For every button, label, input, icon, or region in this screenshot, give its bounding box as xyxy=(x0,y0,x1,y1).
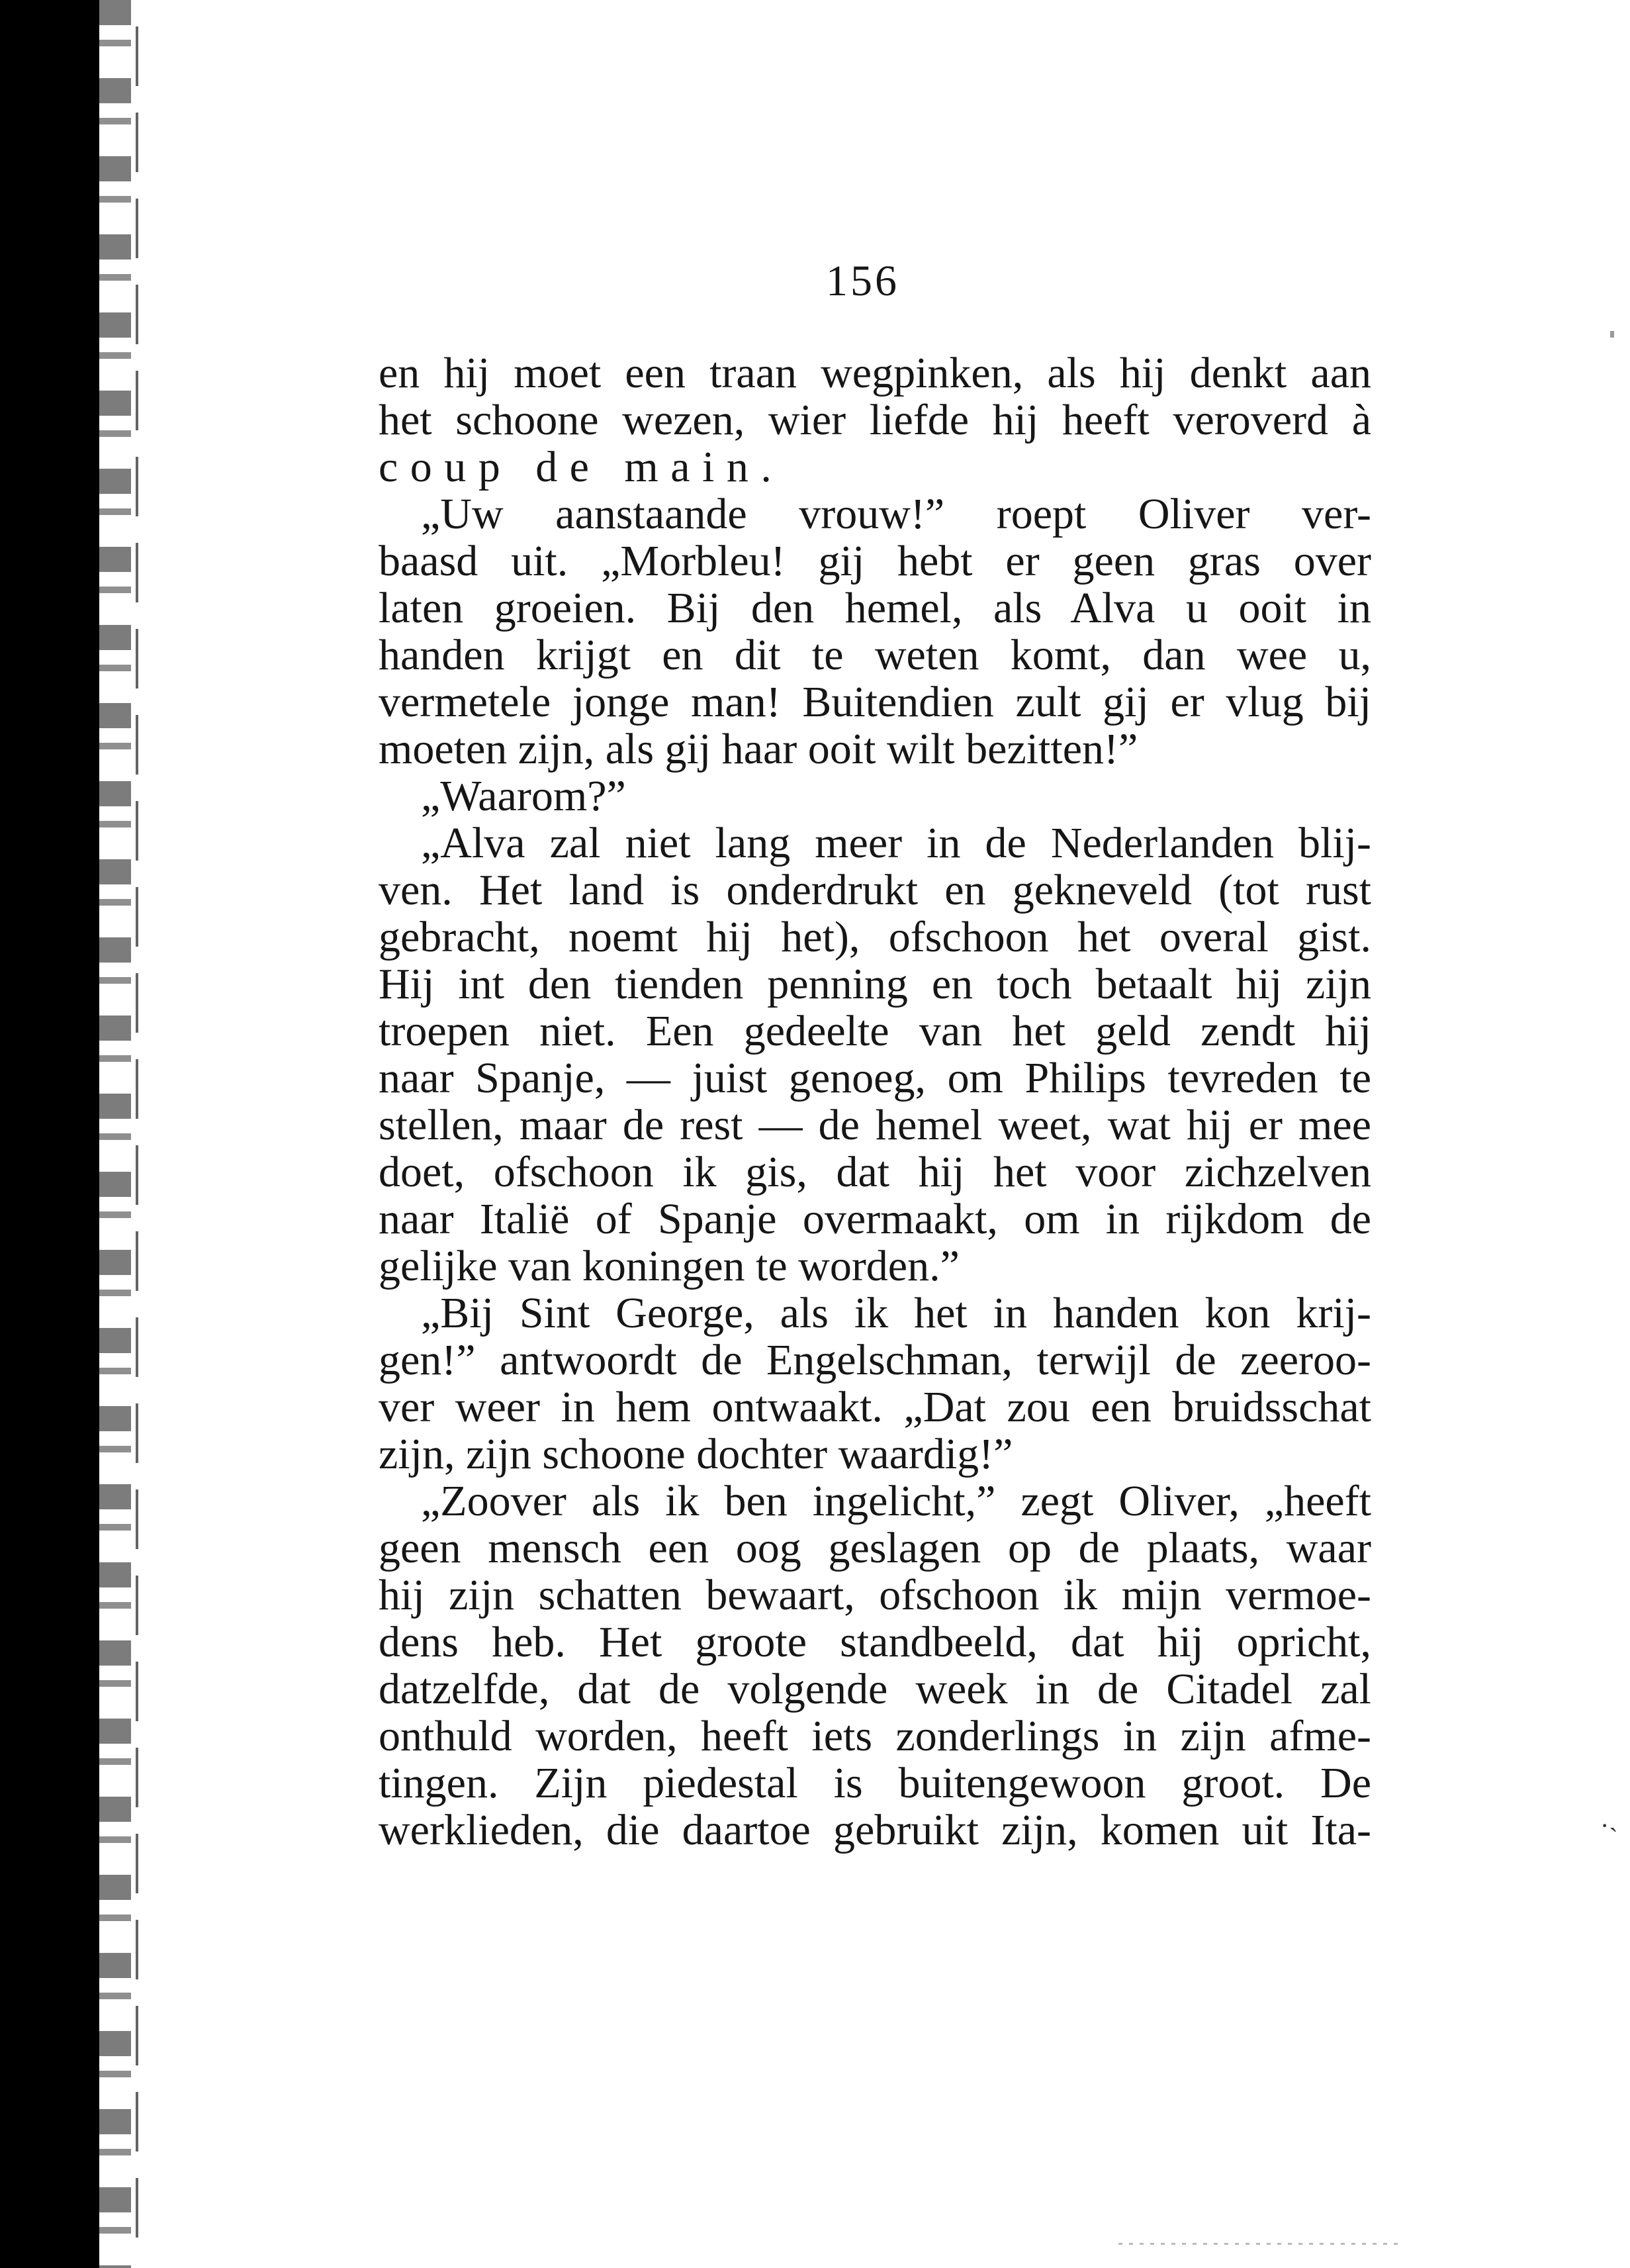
text-line: ver weer in hem ontwaakt. „Dat zou een bruidsschat xyxy=(379,1384,1371,1431)
text-line: geen mensch een oog geslagen op de plaats, waar xyxy=(379,1525,1371,1572)
text-line: „Zoover als ik ben ingelicht,” zegt Oliver, „heeft xyxy=(421,1478,1371,1525)
text-line: Hij int den tienden penning en toch betaalt hij zijn xyxy=(379,961,1371,1008)
text-line: naar Spanje, — juist genoeg, om Philips tevreden te xyxy=(379,1055,1371,1102)
text-line: moeten zijn, als gij haar ooit wilt bezitten!” xyxy=(379,726,1138,773)
page-number: 156 xyxy=(826,257,899,305)
text-line: gebracht, noemt hij het), ofschoon het overal gist. xyxy=(379,914,1371,961)
text-line: baasd uit. „Morbleu! gij hebt er geen gras over xyxy=(379,538,1371,585)
text-line: ven. Het land is onderdrukt en gekneveld (tot rust xyxy=(379,867,1371,914)
text-line: stellen, maar de rest — de hemel weet, wat hij er mee xyxy=(379,1102,1371,1149)
margin-speck xyxy=(1610,331,1614,338)
text-line: het schoone wezen, wier liefde hij heeft veroverd à xyxy=(379,397,1371,444)
binding-gutter-line xyxy=(136,26,138,2238)
text-line: vermetele jonge man! Buitendien zult gij er vlug bij xyxy=(379,679,1371,726)
text-line: gelijke van koningen te worden.” xyxy=(379,1243,960,1290)
text-line: zijn, zijn schoone dochter waardig!” xyxy=(379,1431,1013,1478)
binding-fray xyxy=(99,0,131,2268)
text-line: laten groeien. Bij den hemel, als Alva u ooit in xyxy=(379,585,1371,632)
text-line: tingen. Zijn piedestal is buitengewoon groot. De xyxy=(379,1760,1371,1807)
book-binding-edge xyxy=(0,0,99,2268)
bottom-edge-speckle xyxy=(1118,2243,1403,2245)
text-line: datzelfde, dat de volgende week in de Citadel zal xyxy=(379,1666,1371,1713)
text-line: „Alva zal niet lang meer in de Nederlanden blij- xyxy=(421,820,1371,867)
text-line: doet, ofschoon ik gis, dat hij het voor zichzelven xyxy=(379,1149,1371,1196)
text-line: dens heb. Het groote standbeeld, dat hij opricht, xyxy=(379,1619,1371,1666)
text-line: gen!” antwoordt de Engelschman, terwijl de zeeroo- xyxy=(379,1337,1371,1384)
text-line: naar Italië of Spanje overmaakt, om in rijkdom de xyxy=(379,1196,1371,1243)
body-text xyxy=(379,350,1371,1854)
text-line: handen krijgt en dit te weten komt, dan wee u, xyxy=(379,632,1371,679)
text-line: „Uw aanstaande vrouw!” roept Oliver ver- xyxy=(421,491,1371,538)
text-line: „Waarom?” xyxy=(421,773,626,820)
text-line: onthuld worden, heeft iets zonderlings in zijn afme- xyxy=(379,1713,1371,1760)
text-line: en hij moet een traan wegpinken, als hij denkt aan xyxy=(379,350,1371,397)
text-line: troepen niet. Een gedeelte van het geld zendt hij xyxy=(379,1008,1371,1055)
margin-mark: ·˴ xyxy=(1600,1811,1618,1840)
text-line: werklieden, die daartoe gebruikt zijn, komen uit Ita- xyxy=(379,1807,1371,1854)
text-line: hij zijn schatten bewaart, ofschoon ik mijn vermoe- xyxy=(379,1572,1371,1619)
text-line: coup de main. xyxy=(379,444,784,491)
text-line: „Bij Sint George, als ik het in handen kon krij- xyxy=(421,1290,1371,1337)
